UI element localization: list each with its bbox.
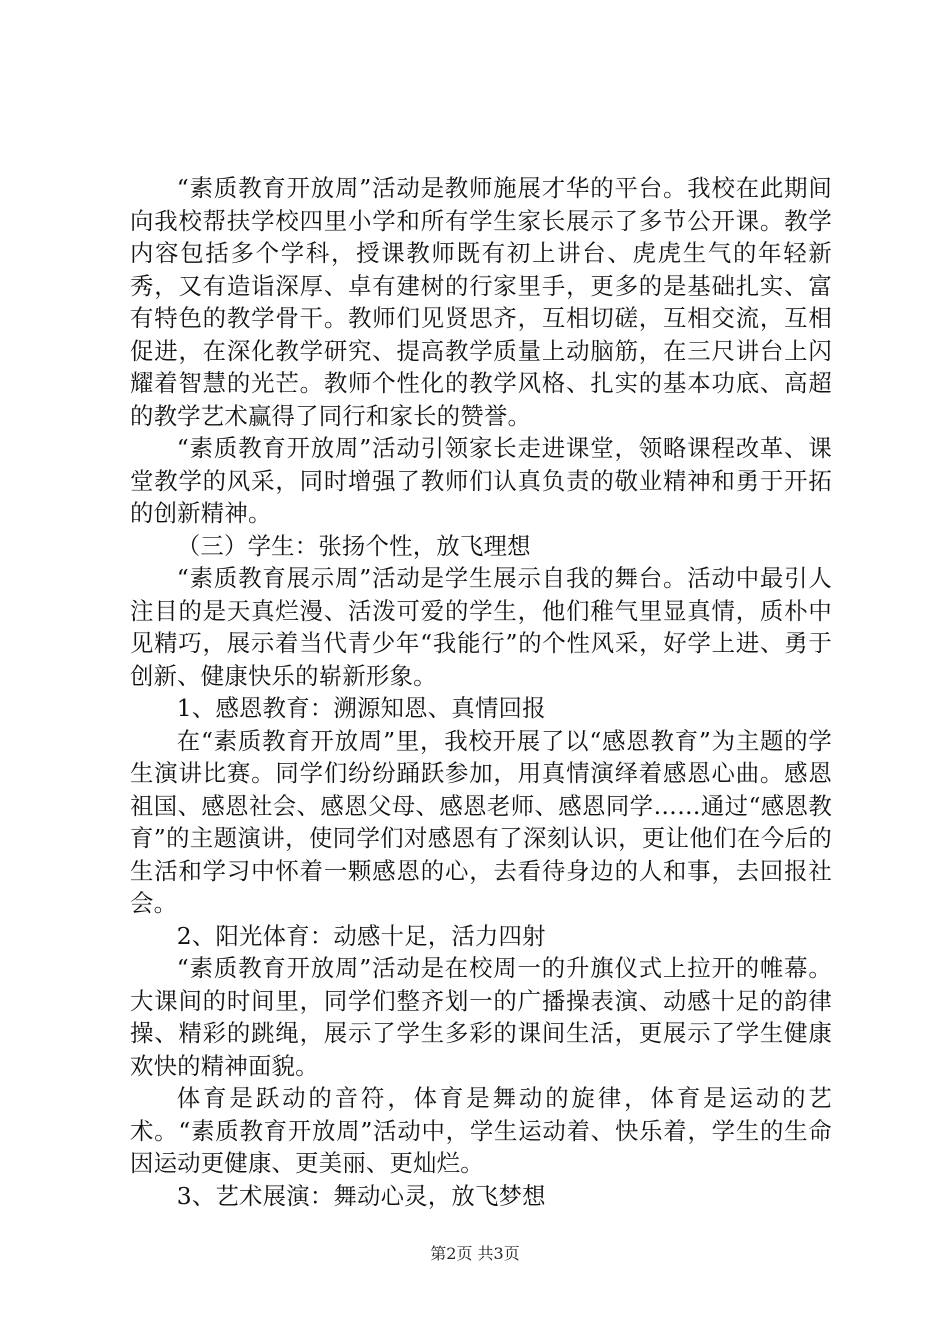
section-heading-students: （三）学生：张扬个性，放飞理想 <box>176 531 531 560</box>
paragraph-sports-art: 体育是跃动的音符，体育是舞动的旋律，体育是运动的艺术。“素质教育开放周”活动中，学生运动着、快乐着，学生的生命因运动更健康、更美丽、更灿烂。 <box>130 1084 832 1177</box>
paragraph-parents-classroom: “素质教育开放周”活动引领家长走进课堂，领略课程改革、课堂教学的风采，同时增强了教师们认真负责的敬业精神和勇于开拓的创新精神。 <box>130 434 832 527</box>
subheading-gratitude-education: 1、感恩教育：溯源知恩、真情回报 <box>176 694 546 722</box>
paragraph-gratitude-speech: 在“素质教育开放周”里，我校开展了以“感恩教育”为主题的学生演讲比赛。同学们纷纷踊跃参加，用真情演绎着感恩心曲。感恩祖国、感恩社会、感恩父母、感恩老师、感恩同学……通过“感恩教育”的主题演讲，使同学们对感恩有了深刻认识，更让他们在今后的生活和学习中怀着一颗感恩的心，去看待身边的人和事，去回报社会。 <box>130 726 832 917</box>
paragraph-flag-ceremony: “素质教育开放周”活动是在校周一的升旗仪式上拉开的帷幕。大课间的时间里，同学们整齐划一的广播操表演、动感十足的韵律操、精彩的跳绳，展示了学生多彩的课间生活，更展示了学生健康欢快的精神面貌。 <box>130 954 832 1080</box>
paragraph-student-stage: “素质教育展示周”活动是学生展示自我的舞台。活动中最引人注目的是天真烂漫、活泼可爱的学生，他们稚气里显真情，质朴中见精巧，展示着当代青少年“我能行”的个性风采，好学上进、勇于创新、健康快乐的崭新形象。 <box>130 564 832 690</box>
subheading-art-performance: 3、艺术展演：舞动心灵，放飞梦想 <box>176 1181 546 1210</box>
page-number-footer: 第2页 共3页 <box>430 1244 520 1263</box>
document-body <box>130 172 832 1212</box>
subheading-sunshine-sports: 2、阳光体育：动感十足，活力四射 <box>176 921 546 950</box>
paragraph-teacher-platform: “素质教育开放周”活动是教师施展才华的平台。我校在此期间向我校帮扶学校四里小学和所有学生家长展示了多节公开课。教学内容包括多个学科，授课教师既有初上讲台、虎虎生气的年轻新秀，又有造诣深厚、卓有建树的行家里手，更多的是基础扎实、富有特色的教学骨干。教师们见贤思齐，互相切磋，互相交流，互相促进，在深化教学研究、提高教学质量上动脑筋，在三尺讲台上闪耀着智慧的光芒。教师个性化的教学风格、扎实的基本功底、高超的教学艺术赢得了同行和家长的赞誉。 <box>130 174 832 430</box>
